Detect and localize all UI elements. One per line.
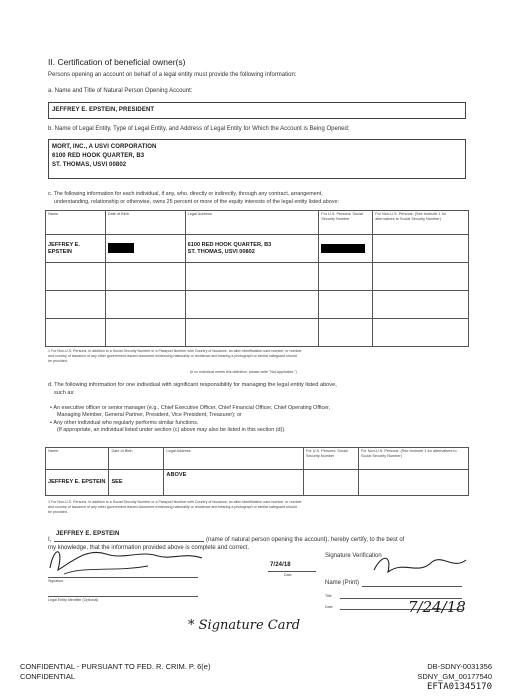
field-a-value: JEFFREY E. EPSTEIN, PRESIDENT: [52, 107, 155, 113]
signature-verification-label: Signature Verification: [325, 553, 382, 559]
table-row: [46, 263, 469, 291]
col-nonus: For Non-U.S. Persons: (See footnote 1 for alternatives to Social Security Number): [373, 211, 469, 235]
bullet-2b: (If appropriate, an individual listed under section (c) above may also be listed in this section (d)).: [57, 427, 286, 433]
field-c-label-1: c. The following information for each individual, if any, who, directly or indirectly, through any contract, arrangement,: [48, 191, 323, 197]
table-row: [46, 470, 469, 496]
d-footnote-2: and country of issuance of any other government-issued document evidencing nationality or residence and bearing a photograph or similar safeguard should: [48, 505, 297, 509]
owner-ssn: [319, 235, 373, 263]
intro-text: Persons opening an account on behalf of a legal entity must provide the following information:: [48, 72, 297, 78]
c-footnote-3: be provided.: [48, 359, 68, 363]
title-label: Title: [325, 594, 332, 598]
handwritten-note: * Signature Card: [188, 618, 301, 633]
col-nonus: For Non-U.S. Persons: (See footnote 1 for alternatives to Social Security Number): [358, 448, 468, 470]
field-b-line3: ST. THOMAS, USVI 00802: [52, 162, 127, 168]
owner-address-line2: ST. THOMAS, USVI 00802: [187, 248, 255, 255]
footer-confidential-1: CONFIDENTIAL - PURSUANT TO FED. R. CRIM. P. 6(e): [20, 662, 211, 671]
name-print-label: Name (Print): [325, 580, 360, 586]
owner-nonus: [373, 235, 469, 263]
owners-table-header: [46, 211, 469, 235]
verification-signature: [370, 550, 470, 580]
managers-table: [45, 447, 469, 496]
footer-efta: EFTA01345170: [426, 682, 492, 692]
field-d-label-1: d. The following information for one individual with significant responsibility for managing the legal entity listed above,: [48, 382, 337, 388]
c-footnote-1: 1 For Non-U.S. Persons, in addition to a Social Security Number or a Passport Number with Country of Issuance, an alien identification card number, or number: [48, 349, 302, 353]
field-b-box: [48, 139, 466, 179]
c-na-note: (If no individual meets this definition, please write "Not Applicable."): [190, 370, 297, 374]
field-d-label-2: such as:: [54, 390, 75, 396]
table-row: [46, 319, 469, 347]
col-dob: Date of Birth: [105, 211, 185, 235]
field-b-line1: MORT, INC., A USVI CORPORATION: [52, 144, 157, 150]
col-address: Legal Address: [164, 448, 304, 470]
footer-confidential-2: CONFIDENTIAL: [20, 672, 76, 681]
handwritten-signature: [44, 540, 214, 580]
handwritten-date: 7/24/18: [408, 598, 466, 616]
d-footnote-3: be provided.: [48, 510, 68, 514]
manager-address: ABOVE: [164, 470, 304, 496]
cert-date-label: Date: [284, 573, 292, 577]
footer-bates-1: DB-SDNY-0031356: [427, 662, 492, 671]
table-row: [46, 235, 469, 263]
c-footnote-2: and country of issuance of any other government-issued document evidencing nationality or residence and bearing a photograph or similar safeguard should: [48, 354, 297, 358]
field-a-label: a. Name and Title of Natural Person Opening Account:: [48, 88, 193, 94]
bullet-1a: • An executive officer or senior manager (e.g., Chief Executive Officer, Chief Financial Officer, Chief Operating Officer,: [50, 405, 331, 411]
lei-label: Legal Entity Identifier (Optional): [48, 598, 99, 602]
section-title: II. Certification of beneficial owner(s): [48, 57, 186, 67]
d-footnote-1: 1 For Non-U.S. Persons, in addition to a Social Security Number or a Passport Number with Country of Issuance, an alien identification card number, or number: [48, 500, 302, 504]
col-address: Legal Address: [185, 211, 319, 235]
cert-text-1: (name of natural person opening the account), hereby certify, to the best of: [206, 537, 405, 543]
redaction-block: [108, 243, 134, 253]
owner-address: [185, 235, 319, 263]
field-b-line2: 6100 RED HOOK QUARTER, B3: [52, 153, 145, 159]
owner-dob: [105, 235, 185, 263]
footer-bates-2: SDNY_GM_00177540: [417, 672, 492, 681]
manager-dob: SEE: [109, 470, 164, 496]
field-a-box: [48, 102, 466, 119]
owners-table: [45, 210, 469, 347]
lei-line: [48, 596, 198, 597]
signature-label: Signature: [48, 579, 64, 583]
col-name: Name: [46, 448, 109, 470]
col-dob: Date of Birth: [109, 448, 164, 470]
manager-name: JEFFREY E. EPSTEIN: [46, 470, 109, 496]
cert-name: JEFFREY E. EPSTEIN: [56, 531, 120, 537]
cert-text-2: my knowledge, that the information provided above is complete and correct.: [48, 545, 250, 551]
redaction-block: [321, 244, 365, 253]
manager-nonus: [358, 470, 468, 496]
col-name: Name: [46, 211, 106, 235]
owner-name: JEFFREY E. EPSTEIN: [46, 235, 106, 263]
table-row: [46, 291, 469, 319]
cert-date-value: 7/24/18: [270, 562, 291, 568]
date2-label: Date: [325, 605, 333, 609]
field-b-label: b. Name of Legal Entity, Type of Legal Entity, and Address of Legal Entity for Which the Account is Being Opened:: [48, 126, 350, 132]
col-ssn: For U.S. Persons: Social Security Number: [304, 448, 359, 470]
bullet-2a: • Any other individual who regularly performs similar functions.: [50, 420, 199, 426]
managers-table-header: [46, 448, 469, 470]
name-print-line: [362, 586, 462, 587]
cert-date-line: [268, 571, 316, 572]
field-c-label-2: understanding, relationship or otherwise, owns 25 percent or more of the equity interests of the legal entity listed above:: [54, 199, 339, 205]
bullet-1b: Managing Member, General Partner, President, Vice President, Treasurer); or: [57, 412, 242, 418]
owner-address-line1: 6100 RED HOOK QUARTER, B3: [187, 241, 272, 248]
manager-ssn: [304, 470, 359, 496]
cert-i: I,: [48, 537, 52, 543]
col-ssn: For U.S. Persons: Social Security Number: [319, 211, 373, 235]
